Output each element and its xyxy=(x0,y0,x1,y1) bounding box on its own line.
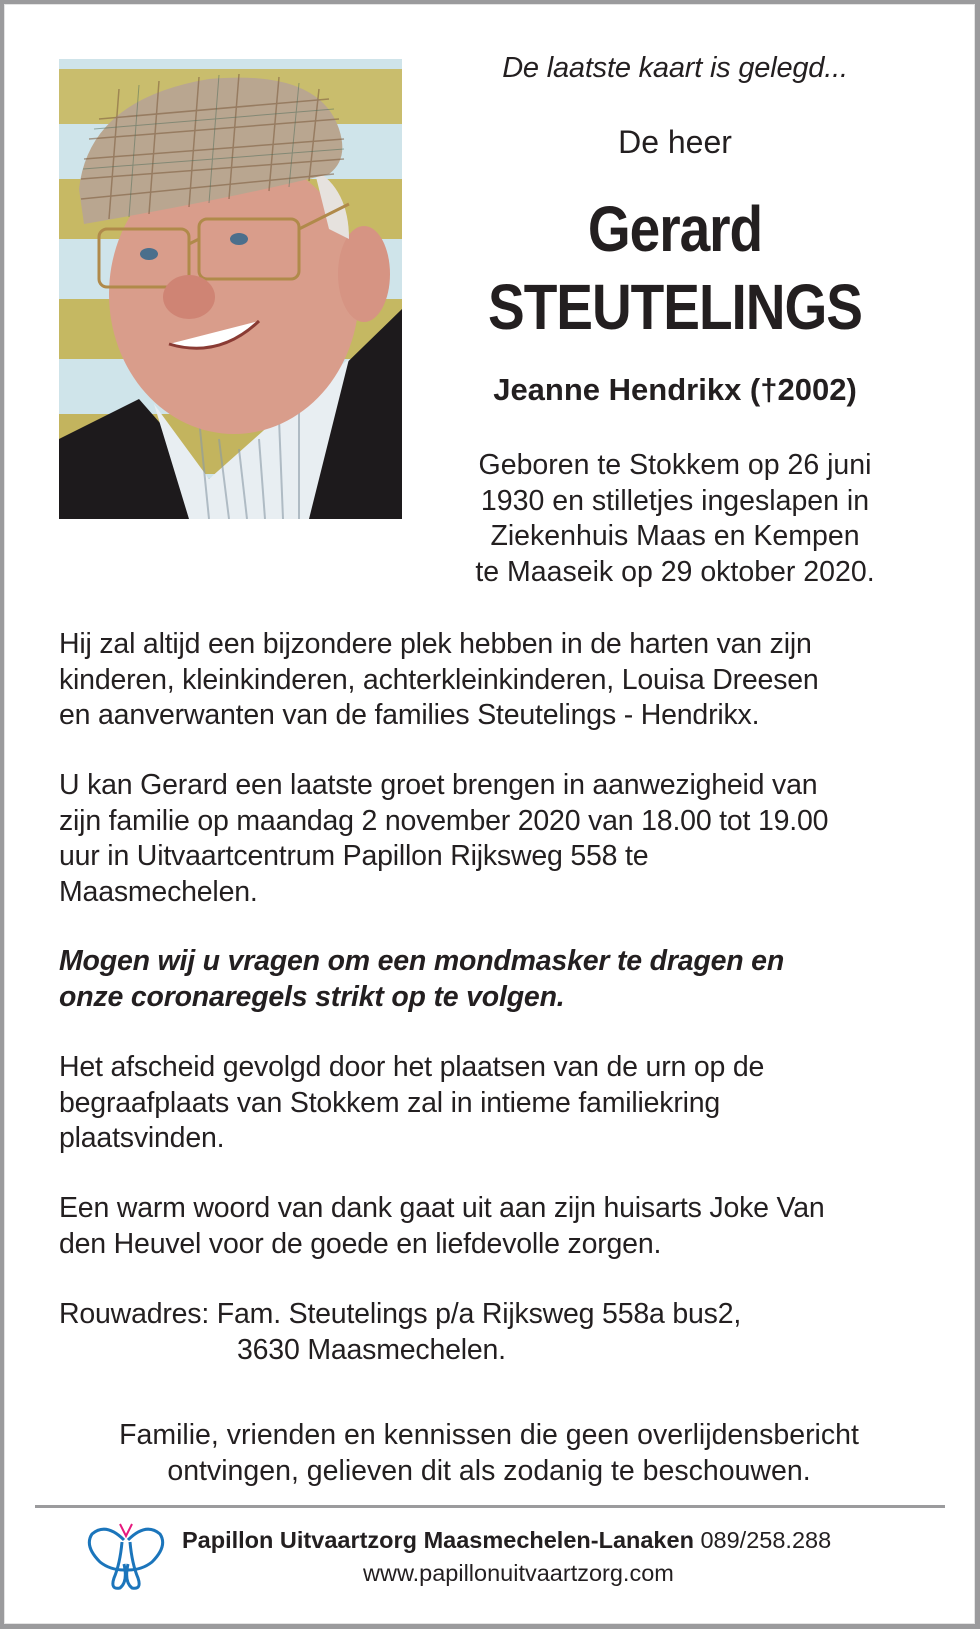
footer-divider xyxy=(35,1505,945,1508)
family-paragraph xyxy=(59,627,939,734)
paragraph-line: begraafplaats van Stokkem zal in intieme familiekring xyxy=(59,1086,721,1119)
last-name: STEUTELINGS xyxy=(488,271,862,343)
notice-intro: De laatste kaart is gelegd... xyxy=(502,52,848,84)
birth-death-details xyxy=(440,448,910,590)
closing-note xyxy=(59,1418,919,1489)
visitation-paragraph xyxy=(59,768,939,910)
paragraph-line: onze coronaregels strikt op te volgen. xyxy=(59,980,565,1013)
paragraph-line: Een warm woord van dank gaat uit aan zijn huisarts Joke Van xyxy=(59,1192,825,1224)
paragraph-line: den Heuvel voor de goede en liefdevolle zorgen. xyxy=(59,1227,662,1260)
paragraph-line: zijn familie op maandag 2 november 2020 van 18.00 tot 19.00 xyxy=(59,804,829,837)
spouse-name: Jeanne Hendrikx (†2002) xyxy=(493,372,857,407)
paragraph-line: U kan Gerard een laatste groet brengen in aanwezigheid van xyxy=(59,769,818,801)
thanks-paragraph xyxy=(59,1191,939,1262)
mourning-address xyxy=(59,1297,939,1368)
funeral-home-name: Papillon Uitvaartzorg Maasmechelen-Lanaken xyxy=(182,1527,694,1553)
portrait-illustration xyxy=(59,59,402,519)
paragraph-line: en aanverwanten van de families Steutelings - Hendrikx. xyxy=(59,699,760,731)
birth-line: te Maaseik op 29 oktober 2020. xyxy=(475,555,875,588)
paragraph-line: Hij zal altijd een bijzondere plek hebben in de harten van zijn xyxy=(59,628,812,660)
address-line: 3630 Maasmechelen. xyxy=(237,1333,506,1366)
address-line: Rouwadres: Fam. Steutelings p/a Rijksweg 558a bus2, xyxy=(59,1298,742,1330)
first-name: Gerard xyxy=(587,193,763,265)
birth-line: 1930 en stilletjes ingeslapen in xyxy=(480,484,870,517)
funeral-home-website[interactable]: www.papillonuitvaartzorg.com xyxy=(363,1560,674,1586)
paragraph-line: uur in Uitvaartcentrum Papillon Rijksweg 558 te xyxy=(59,840,649,872)
deceased-name xyxy=(473,190,877,346)
birth-line: Ziekenhuis Maas en Kempen xyxy=(490,520,860,552)
paragraph-line: plaatsvinden. xyxy=(59,1122,225,1154)
paragraph-line: Het afscheid gevolgd door het plaatsen van de urn op de xyxy=(59,1051,765,1083)
honorific-title: De heer xyxy=(618,124,732,160)
birth-line: Geboren te Stokkem op 26 juni xyxy=(478,449,872,481)
paragraph-line: Maasmechelen. xyxy=(59,875,258,908)
closing-line: Familie, vrienden en kennissen die geen overlijdensbericht xyxy=(119,1419,859,1451)
paragraph-line: kinderen, kleinkinderen, achterkleinkinderen, Louisa Dreesen xyxy=(59,663,819,696)
closing-line: ontvingen, gelieven dit als zodanig te beschouwen. xyxy=(167,1454,811,1487)
paragraph-line: Mogen wij u vragen om een mondmasker te dragen en xyxy=(59,945,785,977)
funeral-home-phone[interactable]: 089/258.288 xyxy=(700,1527,832,1553)
butterfly-logo-icon xyxy=(86,1520,166,1592)
portrait-photo xyxy=(59,59,402,519)
farewell-paragraph xyxy=(59,1050,939,1157)
covid-notice xyxy=(59,944,939,1015)
funeral-home-line xyxy=(182,1527,831,1554)
